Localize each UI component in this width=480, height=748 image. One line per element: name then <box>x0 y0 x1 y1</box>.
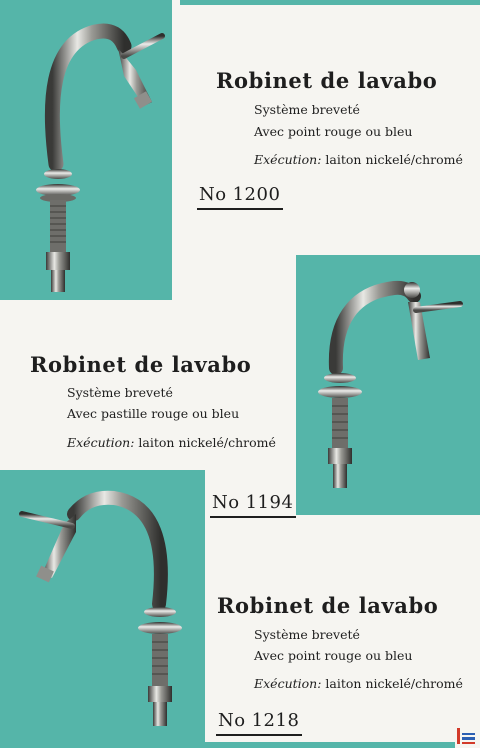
product-3-feature-2: Avec point rouge ou bleu <box>254 648 413 663</box>
product-2-execution-label: Exécution: <box>67 435 135 450</box>
product-1-number-prefix: No <box>199 184 227 205</box>
product-2-feature-2: Avec pastille rouge ou bleu <box>67 406 240 421</box>
product-3-number <box>216 710 302 736</box>
product-3-execution-value: laiton nickelé/chromé <box>325 676 463 691</box>
product-1-number <box>197 184 283 210</box>
product-2-title: Robinet de lavabo <box>30 352 252 377</box>
product-1-execution <box>254 152 463 167</box>
product-1-title: Robinet de lavabo <box>216 68 438 93</box>
top-rule <box>180 0 480 5</box>
product-2-execution-value: laiton nickelé/chromé <box>138 435 276 450</box>
factory-logo-icon <box>455 724 477 746</box>
product-2-number <box>210 492 296 518</box>
faucet-1218-image <box>14 484 204 734</box>
product-3-execution <box>254 676 463 691</box>
product-1-execution-label: Exécution: <box>254 152 322 167</box>
product-3-title: Robinet de lavabo <box>217 593 439 618</box>
product-2-feature-1: Système breveté <box>67 385 173 400</box>
product-2-execution <box>67 435 276 450</box>
product-2-number-value: 1194 <box>245 492 294 513</box>
faucet-1200-image <box>20 14 170 299</box>
product-2-number-prefix: No <box>212 492 240 513</box>
faucet-1194-image <box>312 268 467 498</box>
product-1-feature-2: Avec point rouge ou bleu <box>254 124 413 139</box>
product-3-feature-1: Système breveté <box>254 627 360 642</box>
product-1-execution-value: laiton nickelé/chromé <box>325 152 463 167</box>
product-3-number-prefix: No <box>218 710 246 731</box>
product-3-execution-label: Exécution: <box>254 676 322 691</box>
bottom-rule <box>0 742 455 748</box>
product-1-number-value: 1200 <box>232 184 281 205</box>
product-1-feature-1: Système breveté <box>254 102 360 117</box>
product-3-number-value: 1218 <box>251 710 300 731</box>
